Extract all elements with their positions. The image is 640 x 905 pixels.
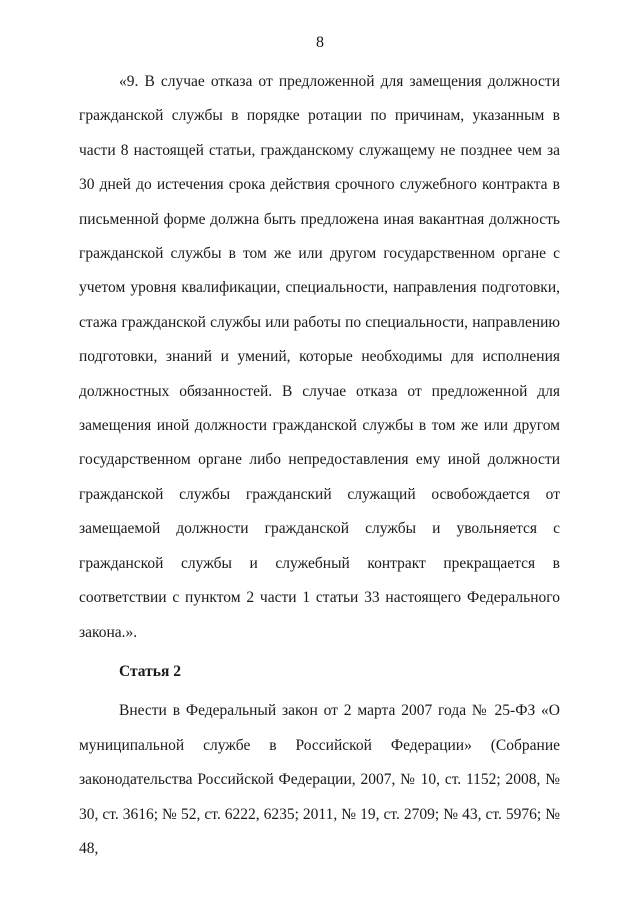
- article-heading: Статья 2: [119, 662, 181, 680]
- document-body: [79, 65, 560, 866]
- paragraph-part-9: «9. В случае отказа от предложенной для замещения должности гражданской службы в порядке ротации по причинам, указанным в части 8 настоящей статьи, гражданскому служащему не позднее чем за 30 дней до истечения срока действия срочного служебного контракта в письменной форме должна быть предложена иная вакантная должность гражданской службы в том же или другом государственном органе с учетом уровня квалификации, специальности, направления подготовки, стажа гражданской службы или работы по специальности, направлению подготовки, знаний и умений, которые необходимы для исполнения должностных обязанностей. В случае отказа от предложенной для замещения иной должности гражданской службы в том же или другом государственном органе либо непредоставления ему иной должности гражданской службы гражданский служащий освобождается от замещаемой должности гражданской службы и увольняется с гражданской службы и служебный контракт прекращается в соответствии с пунктом 2 части 1 статьи 33 настоящего Федерального закона.».: [79, 73, 560, 641]
- article-text: Внести в Федеральный закон от 2 марта 2007 года № 25-ФЗ «О муниципальной службе в Российской Федерации» (Собрание законодательства Российской Федерации, 2007, № 10, ст. 1152; 2008, № 30, ст. 3616; № 52, ст. 6222, 6235; 2011, № 19, ст. 2709; № 43, ст. 5976; № 48,: [79, 702, 560, 857]
- page-number: 8: [316, 34, 324, 51]
